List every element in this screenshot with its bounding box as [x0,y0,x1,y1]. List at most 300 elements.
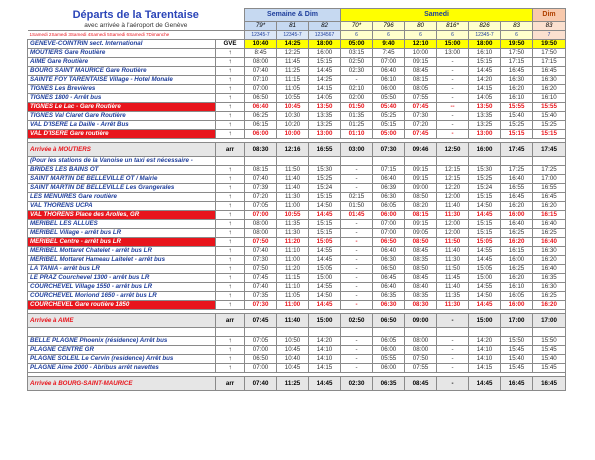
service-days: 6 [405,31,437,40]
time-cell [245,157,277,166]
time-cell: 11:00 [277,256,309,265]
time-cell: 10:40 [277,355,309,364]
time-cell: 17:25 [501,166,533,175]
time-cell: 11:20 [277,265,309,274]
direction-cell: ↑ [216,220,245,229]
time-cell: 06:39 [373,184,405,193]
time-cell: - [341,76,373,85]
table-row [28,143,566,157]
time-cell: - [437,337,469,346]
time-cell [501,157,533,166]
time-cell: 8:45 [245,49,277,58]
time-cell: - [341,283,373,292]
time-cell: 07:20 [245,193,277,202]
station-name: VAL THORENS UCPA [28,202,216,211]
time-cell: 16:55 [533,184,566,193]
station-name: GENEVE-COINTRIN sect. International [28,40,216,49]
direction-cell: ↑ [216,247,245,256]
time-cell: 06:30 [373,193,405,202]
time-cell: 06:50 [245,355,277,364]
direction-cell: ↑ [216,76,245,85]
time-cell: 16:40 [533,220,566,229]
time-cell [277,328,309,337]
time-cell: 06:10 [373,76,405,85]
table-row [28,130,566,139]
time-cell: 07:05 [245,202,277,211]
time-cell: 11:15 [277,274,309,283]
time-cell: 11:25 [277,377,309,391]
time-cell: 05:55 [373,355,405,364]
time-cell: 15:25 [501,121,533,130]
time-cell: 15:30 [309,166,341,175]
time-cell: 06:45 [373,274,405,283]
station-name: TIGNES Le Lac - Gare Routière [28,103,216,112]
station-name: BRIDES LES BAINS OT [28,166,216,175]
time-cell: 07:20 [405,121,437,130]
time-cell: 06:40 [373,247,405,256]
time-cell: 17:00 [533,175,566,184]
time-cell: 03:00 [341,143,373,157]
time-cell: 16:45 [501,67,533,76]
time-cell: 14:45 [309,67,341,76]
service-days: 6 [341,31,373,40]
time-cell: 07:40 [245,247,277,256]
time-cell: 06:00 [373,211,405,220]
service-days: 6 [501,31,533,40]
station-name: PLAGNE SOLEIL Le Cervin (residence) Arrêt bus [28,355,216,364]
time-cell: -- [437,103,469,112]
direction-cell [216,328,245,337]
time-cell: 14:10 [309,346,341,355]
time-cell: 14:55 [469,247,501,256]
time-cell: 12:25 [277,49,309,58]
time-cell: 16:20 [501,202,533,211]
station-name: VAL D'ISERE Gare routière [28,130,216,139]
time-cell: 02:30 [341,67,373,76]
table-row [28,355,566,364]
time-cell: 13:50 [309,103,341,112]
time-cell: 12:50 [437,143,469,157]
time-cell: 11:45 [437,274,469,283]
time-cell: - [437,94,469,103]
time-cell: 15:45 [533,364,566,373]
table-row [28,184,566,193]
time-cell: 06:05 [373,202,405,211]
time-cell: 17:45 [501,143,533,157]
time-cell: 14:20 [309,337,341,346]
time-cell: 15:50 [533,337,566,346]
time-cell: 07:40 [245,175,277,184]
time-cell: 15:15 [309,58,341,67]
time-cell: 17:00 [533,314,566,328]
time-cell: 16:30 [533,247,566,256]
time-cell: 08:35 [405,256,437,265]
time-cell: 07:00 [373,58,405,67]
time-cell: 09:00 [405,314,437,328]
time-cell: 14:05 [469,94,501,103]
time-cell: 16:20 [501,274,533,283]
time-cell: 12:00 [437,193,469,202]
time-cell: 15:45 [501,364,533,373]
time-cell: 11:30 [277,193,309,202]
time-cell: 06:30 [373,301,405,310]
timetable-table [27,8,566,391]
time-cell: 14:50 [469,202,501,211]
time-cell: 15:55 [533,103,566,112]
time-cell [437,157,469,166]
time-cell: 15:15 [309,220,341,229]
time-cell: 16:20 [501,238,533,247]
time-cell: 13:50 [469,103,501,112]
group-samedi: Samedi [341,9,533,22]
station-name: PLAGNE Aime 2000 - Abribus arrêt navettes [28,364,216,373]
time-cell: 14:50 [309,202,341,211]
time-cell: 15:15 [309,193,341,202]
direction-cell: ↑ [216,265,245,274]
station-name: TIGNES Les Brevières [28,85,216,94]
time-cell: 17:15 [533,58,566,67]
time-cell: 14:10 [309,355,341,364]
time-cell: - [437,58,469,67]
time-cell: 11:35 [277,220,309,229]
table-row [28,85,566,94]
time-cell: 14:45 [469,256,501,265]
time-cell: 07:10 [245,76,277,85]
time-cell: - [437,121,469,130]
time-cell: 11:10 [277,247,309,256]
time-cell: 16:10 [469,49,501,58]
time-cell: 16:45 [533,377,566,391]
direction-cell: ↑ [216,193,245,202]
time-cell [437,328,469,337]
time-cell: 16:55 [501,184,533,193]
station-name: (Pour les stations de la Vanoise un taxi est nécessaire - [28,157,216,166]
station-name: MOUTIERS Gare Routière [28,49,216,58]
time-cell: 16:00 [501,301,533,310]
time-cell: 13:25 [309,121,341,130]
time-cell: 15:00 [469,314,501,328]
table-row [28,328,566,337]
table-row [28,274,566,283]
time-cell [341,328,373,337]
time-cell: 06:50 [245,94,277,103]
time-cell: - [341,364,373,373]
table-row [28,283,566,292]
time-cell: 16:20 [533,202,566,211]
time-cell: 14:55 [309,247,341,256]
time-cell: 15:15 [469,220,501,229]
time-cell: 11:40 [277,314,309,328]
station-name: TIGNES Val Claret Gare Routière [28,112,216,121]
time-cell: 9:40 [373,40,405,49]
time-cell: 06:40 [373,67,405,76]
time-cell: 15:25 [469,175,501,184]
time-cell: 01:35 [341,112,373,121]
direction-cell: ↑ [216,94,245,103]
time-cell: 15:15 [501,130,533,139]
time-cell: 07:45 [405,103,437,112]
time-cell: 08:45 [405,67,437,76]
time-cell: 16:25 [501,229,533,238]
time-cell: 01:25 [341,121,373,130]
table-row [28,229,566,238]
station-name: SAINTE FOY TARENTAISE Village - Hotel Monale [28,76,216,85]
service-number: 83 [533,22,566,31]
time-cell: 16:55 [309,143,341,157]
direction-cell: ↑ [216,175,245,184]
time-cell: 08:05 [405,85,437,94]
time-cell: 15:00 [469,274,501,283]
time-cell: 10:00 [405,49,437,58]
time-cell: 11:15 [277,76,309,85]
time-cell: 10:55 [277,94,309,103]
time-cell [373,328,405,337]
time-cell: 11:40 [437,283,469,292]
table-row [28,337,566,346]
service-number: 70* [341,22,373,31]
time-cell [405,157,437,166]
station-name: MERIBEL Village - arrêt bus LR [28,229,216,238]
time-cell [309,157,341,166]
direction-cell: ↑ [216,202,245,211]
time-cell: 01:50 [341,202,373,211]
time-cell: 12:16 [277,143,309,157]
time-cell: - [341,184,373,193]
time-cell [469,328,501,337]
time-cell: 14:45 [309,377,341,391]
time-cell: 07:15 [373,166,405,175]
time-cell: 12:00 [437,220,469,229]
station-name: SAINT MARTIN DE BELLEVILLE OT / Mairie [28,175,216,184]
time-cell: 13:35 [469,112,501,121]
time-cell: 11:30 [437,301,469,310]
time-cell: 14:45 [469,377,501,391]
direction-cell: ↑ [216,58,245,67]
table-row [28,301,566,310]
time-cell: 10:00 [277,130,309,139]
time-cell: 10:45 [277,103,309,112]
time-cell: 10:20 [277,121,309,130]
service-number: 83 [501,22,533,31]
time-cell: 11:40 [437,202,469,211]
station-name: MERIBEL Mottaret Chatelet - arrêt bus LR [28,247,216,256]
time-cell: 05:15 [373,121,405,130]
direction-cell: ↑ [216,130,245,139]
direction-cell: GVE [216,40,245,49]
time-cell: 11:35 [437,292,469,301]
day-legend: 1Samedi 2Samedi 3Samedi 4Samedi 5Samedi 6Samedi 7Dimanche [28,31,245,40]
direction-cell: ↑ [216,184,245,193]
time-cell [309,328,341,337]
time-cell: 16:40 [501,220,533,229]
time-cell: 06:50 [373,238,405,247]
time-cell: 06:40 [373,175,405,184]
time-cell: 06:00 [373,346,405,355]
table-row [28,256,566,265]
time-cell: 11:25 [277,67,309,76]
station-name: AIME Gare Routière [28,58,216,67]
time-cell: 05:40 [373,103,405,112]
time-cell: - [341,292,373,301]
service-number: 796 [373,22,405,31]
station-name: PLAGNE CENTRE GR [28,346,216,355]
table-row [28,175,566,184]
direction-cell: ↑ [216,283,245,292]
time-cell: 14:15 [309,85,341,94]
time-cell: 12:00 [437,229,469,238]
time-cell: 06:50 [373,265,405,274]
group-semaine: Semaine & Dim [245,9,341,22]
time-cell: 08:35 [405,292,437,301]
table-row [28,202,566,211]
time-cell: 15:25 [309,175,341,184]
time-cell: 14:50 [469,292,501,301]
time-cell: 11:05 [277,292,309,301]
time-cell: 11:30 [277,229,309,238]
table-row [28,238,566,247]
time-cell: 15:45 [533,346,566,355]
time-cell: 06:50 [373,314,405,328]
time-cell: - [437,314,469,328]
time-cell: 08:50 [405,193,437,202]
time-cell: 07:50 [245,238,277,247]
time-cell: 16:05 [501,292,533,301]
time-cell: 16:30 [533,76,566,85]
direction-cell: ↑ [216,49,245,58]
time-cell: 07:00 [373,229,405,238]
time-cell: 14:45 [309,211,341,220]
table-row [28,103,566,112]
time-cell: 15:05 [469,238,501,247]
direction-cell: ↑ [216,112,245,121]
time-cell: 12:15 [437,166,469,175]
time-cell: 14:55 [469,283,501,292]
time-cell: 12:15 [437,175,469,184]
time-cell: 07:40 [245,67,277,76]
time-cell: 10:45 [277,364,309,373]
time-cell: - [341,220,373,229]
station-name: COURCHEVEL Gare routière 1850 [28,301,216,310]
station-name: LE PRAZ Courchevel 1300 - arrêt bus LR [28,274,216,283]
time-cell: 15:15 [469,193,501,202]
time-cell: 14:20 [469,76,501,85]
time-cell [405,328,437,337]
time-cell: 07:55 [405,364,437,373]
time-cell: 15:15 [469,229,501,238]
time-cell: 16:15 [533,211,566,220]
service-days: 12345-7 [469,31,501,40]
time-cell: 15:15 [309,229,341,238]
time-cell: 05:25 [373,112,405,121]
time-cell: - [341,301,373,310]
time-cell: 05:50 [373,94,405,103]
direction-cell: ↑ [216,355,245,364]
time-cell: - [437,67,469,76]
time-cell: - [437,76,469,85]
time-cell: 02:15 [341,193,373,202]
time-cell: 14:45 [469,211,501,220]
service-days: 12345-7 [245,31,277,40]
time-cell: 09:05 [405,229,437,238]
time-cell: 11:00 [277,202,309,211]
time-cell: - [341,355,373,364]
time-cell: 09:00 [405,184,437,193]
time-cell: 15:15 [533,130,566,139]
time-cell: 14:55 [309,283,341,292]
time-cell: 08:00 [245,220,277,229]
time-cell: 17:00 [501,314,533,328]
table-row [28,40,566,49]
time-cell: 09:15 [405,166,437,175]
time-cell: 16:10 [501,94,533,103]
time-cell: - [341,337,373,346]
time-cell: 16:40 [501,175,533,184]
time-cell: - [341,346,373,355]
timetable [27,8,565,391]
time-cell: 06:05 [373,337,405,346]
time-cell: 08:15 [405,76,437,85]
station-name: LES MENUIRES Gare routière [28,193,216,202]
direction-cell: ↑ [216,292,245,301]
time-cell: 14:45 [469,301,501,310]
time-cell: - [437,85,469,94]
time-cell: 17:45 [533,143,566,157]
station-name: MERIBEL Mottaret Hameau Laitelet - arrêt bus [28,256,216,265]
time-cell: 05:00 [373,130,405,139]
time-cell: 15:55 [501,103,533,112]
time-cell [533,157,566,166]
table-row [28,346,566,355]
time-cell: 08:30 [245,143,277,157]
time-cell: 16:10 [533,94,566,103]
direction-cell: ↑ [216,301,245,310]
time-cell: 15:40 [501,112,533,121]
page-subtitle: avec arrivée à l'aéroport de Genève [84,21,188,29]
table-row [28,58,566,67]
time-cell: 09:15 [405,220,437,229]
direction-cell: ↑ [216,229,245,238]
direction-cell: ↑ [216,103,245,112]
time-cell: 08:50 [405,265,437,274]
table-row [28,49,566,58]
time-cell: 16:15 [501,247,533,256]
time-cell: 08:15 [245,166,277,175]
table-row [28,211,566,220]
time-cell: 08:00 [245,58,277,67]
time-cell: 06:40 [245,103,277,112]
time-cell: 15:00 [437,40,469,49]
service-number: 80 [405,22,437,31]
service-days: 7 [533,31,566,40]
time-cell: 07:05 [245,337,277,346]
time-cell [469,157,501,166]
time-cell: 10:45 [277,346,309,355]
time-cell: 07:45 [405,130,437,139]
service-days: 1234567 [309,31,341,40]
time-cell: 13:00 [469,130,501,139]
station-name: VAL THORENS Place des Arolles, GR [28,211,216,220]
time-cell: 16:45 [501,377,533,391]
time-cell: 08:40 [405,283,437,292]
time-cell: 14:15 [309,364,341,373]
table-row [28,76,566,85]
station-name: LA TANIA - arrêt bus LR [28,265,216,274]
table-row [28,166,566,175]
time-cell [277,157,309,166]
time-cell: 14:45 [469,67,501,76]
time-cell: 7:45 [373,49,405,58]
time-cell: 11:40 [437,247,469,256]
